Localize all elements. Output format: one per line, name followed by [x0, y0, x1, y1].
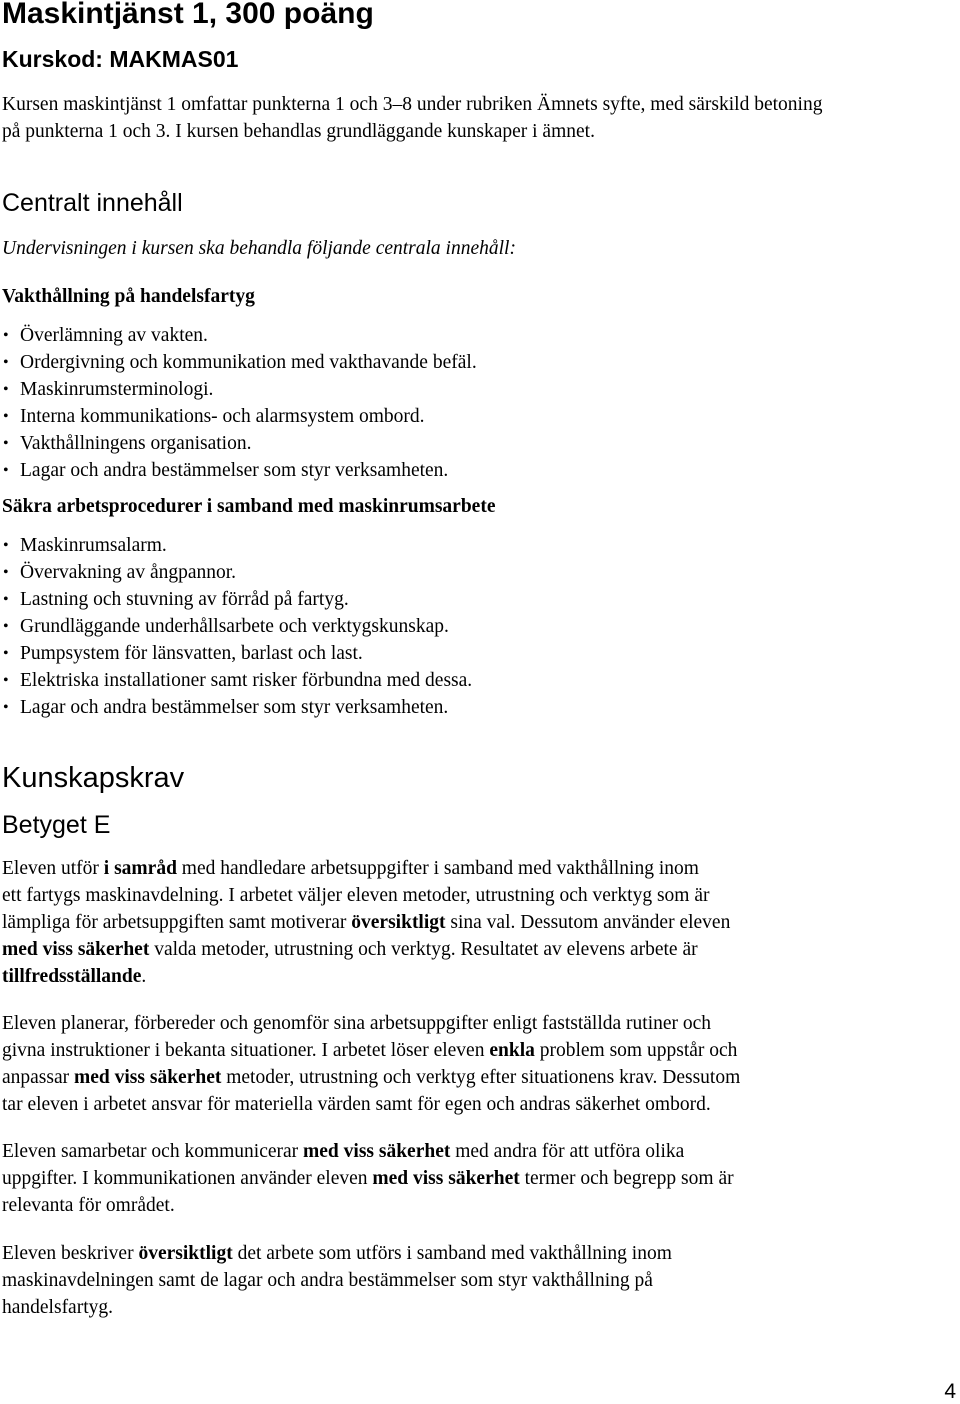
- central-content-heading: Centralt innehåll: [2, 189, 183, 217]
- text-run: med handledare arbetsuppgifter i samband med vakthållning inom: [176, 858, 699, 879]
- emphasized-text: översiktligt: [351, 912, 446, 933]
- bullet-list-safe-procedures: [0, 532, 472, 721]
- list-item: [0, 559, 472, 586]
- text-run: handelsfartyg.: [2, 1297, 114, 1318]
- text-run: termer och begrepp som är: [519, 1168, 734, 1189]
- text-run: ett fartygs maskinavdelning. I arbetet väljer eleven metoder, utrustning och verktyg som är: [2, 885, 710, 906]
- text-run: anpassar: [2, 1067, 75, 1088]
- bullet-icon: •: [3, 591, 9, 608]
- text-run: givna instruktioner i bekanta situationer. I arbetet löser eleven: [2, 1040, 490, 1061]
- list-item-label: Elektriska installationer samt risker förbundna med dessa.: [20, 670, 473, 691]
- list-item-label: Överlämning av vakten.: [20, 325, 208, 346]
- text-run: tar eleven i arbetet ansvar för materiella värden samt för egen och andras säkerhet ombord.: [2, 1094, 711, 1115]
- emphasized-text: enkla: [489, 1040, 535, 1061]
- list-item: [0, 376, 477, 403]
- text-run: Eleven utför: [2, 858, 104, 879]
- list-item-label: Lagar och andra bestämmelser som styr verksamheten.: [20, 697, 449, 718]
- text-run: sina val. Dessutom använder eleven: [445, 912, 731, 933]
- list-item: [0, 586, 472, 613]
- central-content-lead: Undervisningen i kursen ska behandla följande centrala innehåll:: [2, 238, 516, 259]
- emphasized-text: tillfredsställande: [2, 966, 142, 987]
- bullet-icon: •: [3, 537, 9, 554]
- emphasized-text: med viss säkerhet: [2, 939, 150, 960]
- emphasized-text: med viss säkerhet: [303, 1141, 451, 1162]
- grade-paragraph: [2, 855, 862, 990]
- group-heading-safe-procedures: Säkra arbetsprocedurer i samband med maskinrumsarbete: [2, 496, 496, 517]
- list-item: [0, 322, 477, 349]
- course-intro: Kursen maskintjänst 1 omfattar punkterna 1 och 3–8 under rubriken Ämnets syfte, med särskild betoning på punkterna 1 och 3. I kursen behandlas grundläggande kunskaper i ämnet.: [2, 94, 823, 142]
- text-run: det arbete som utförs i samband med vakthållning inom: [232, 1243, 672, 1264]
- text-run: Eleven beskriver: [2, 1243, 139, 1264]
- bullet-icon: •: [3, 462, 9, 479]
- bullet-icon: •: [3, 699, 9, 716]
- list-item-label: Interna kommunikations- och alarmsystem ombord.: [20, 406, 425, 427]
- list-item: [0, 613, 472, 640]
- bullet-icon: •: [3, 645, 9, 662]
- list-item-label: Lagar och andra bestämmelser som styr verksamheten.: [20, 460, 449, 481]
- grade-paragraph: [2, 1010, 862, 1118]
- text-run: uppgifter. I kommunikationen använder eleven: [2, 1168, 373, 1189]
- bullet-icon: •: [3, 435, 9, 452]
- list-item: [0, 640, 472, 667]
- list-item-label: Maskinrumsalarm.: [20, 535, 167, 556]
- text-run: metoder, utrustning och verktyg efter situationens krav. Dessutom: [221, 1067, 741, 1088]
- list-item-label: Maskinrumsterminologi.: [20, 379, 214, 400]
- emphasized-text: i samråd: [103, 858, 177, 879]
- list-item: [0, 457, 477, 484]
- list-item: [0, 430, 477, 457]
- course-title: Maskintjänst 1, 300 poäng: [2, 0, 374, 30]
- text-run: .: [141, 966, 147, 987]
- list-item: [0, 403, 477, 430]
- grade-paragraph: [2, 1138, 862, 1219]
- list-item: [0, 532, 472, 559]
- bullet-icon: •: [3, 327, 9, 344]
- bullet-icon: •: [3, 618, 9, 635]
- course-code: Kurskod: MAKMAS01: [2, 46, 239, 72]
- text-run: Eleven samarbetar och kommunicerar: [2, 1141, 304, 1162]
- emphasized-text: översiktligt: [138, 1243, 233, 1264]
- bullet-icon: •: [3, 672, 9, 689]
- list-item-label: Lastning och stuvning av förråd på fartyg.: [20, 589, 349, 610]
- group-heading-watchkeeping: Vakthållning på handelsfartyg: [2, 286, 255, 307]
- list-item-label: Pumpsystem för länsvatten, barlast och last.: [20, 643, 363, 664]
- list-item: [0, 667, 472, 694]
- text-run: problem som uppstår och: [534, 1040, 738, 1061]
- list-item-label: Vakthållningens organisation.: [20, 433, 252, 454]
- list-item-label: Övervakning av ångpannor.: [20, 562, 237, 583]
- text-run: maskinavdelningen samt de lagar och andra bestämmelser som styr vakthållning på: [2, 1270, 653, 1291]
- list-item-label: Grundläggande underhållsarbete och verktygskunskap.: [20, 616, 449, 637]
- knowledge-requirements-heading: Kunskapskrav: [2, 762, 185, 794]
- grade-e-heading: Betyget E: [2, 811, 111, 839]
- emphasized-text: med viss säkerhet: [74, 1067, 222, 1088]
- bullet-icon: •: [3, 564, 9, 581]
- emphasized-text: med viss säkerhet: [372, 1168, 520, 1189]
- list-item: [0, 694, 472, 721]
- bullet-icon: •: [3, 408, 9, 425]
- bullet-list-watchkeeping: [0, 322, 477, 484]
- text-run: lämpliga för arbetsuppgiften samt motiverar: [2, 912, 352, 933]
- text-run: med andra för att utföra olika: [450, 1141, 685, 1162]
- list-item: [0, 349, 477, 376]
- bullet-icon: •: [3, 354, 9, 371]
- text-run: valda metoder, utrustning och verktyg. Resultatet av elevens arbete är: [149, 939, 698, 960]
- grade-paragraph: [2, 1240, 862, 1321]
- page-number: 4: [944, 1380, 956, 1403]
- text-run: relevanta för området.: [2, 1195, 175, 1216]
- list-item-label: Ordergivning och kommunikation med vakthavande befäl.: [20, 352, 477, 373]
- bullet-icon: •: [3, 381, 9, 398]
- text-run: Eleven planerar, förbereder och genomför sina arbetsuppgifter enligt fastställda rutiner och: [2, 1013, 712, 1034]
